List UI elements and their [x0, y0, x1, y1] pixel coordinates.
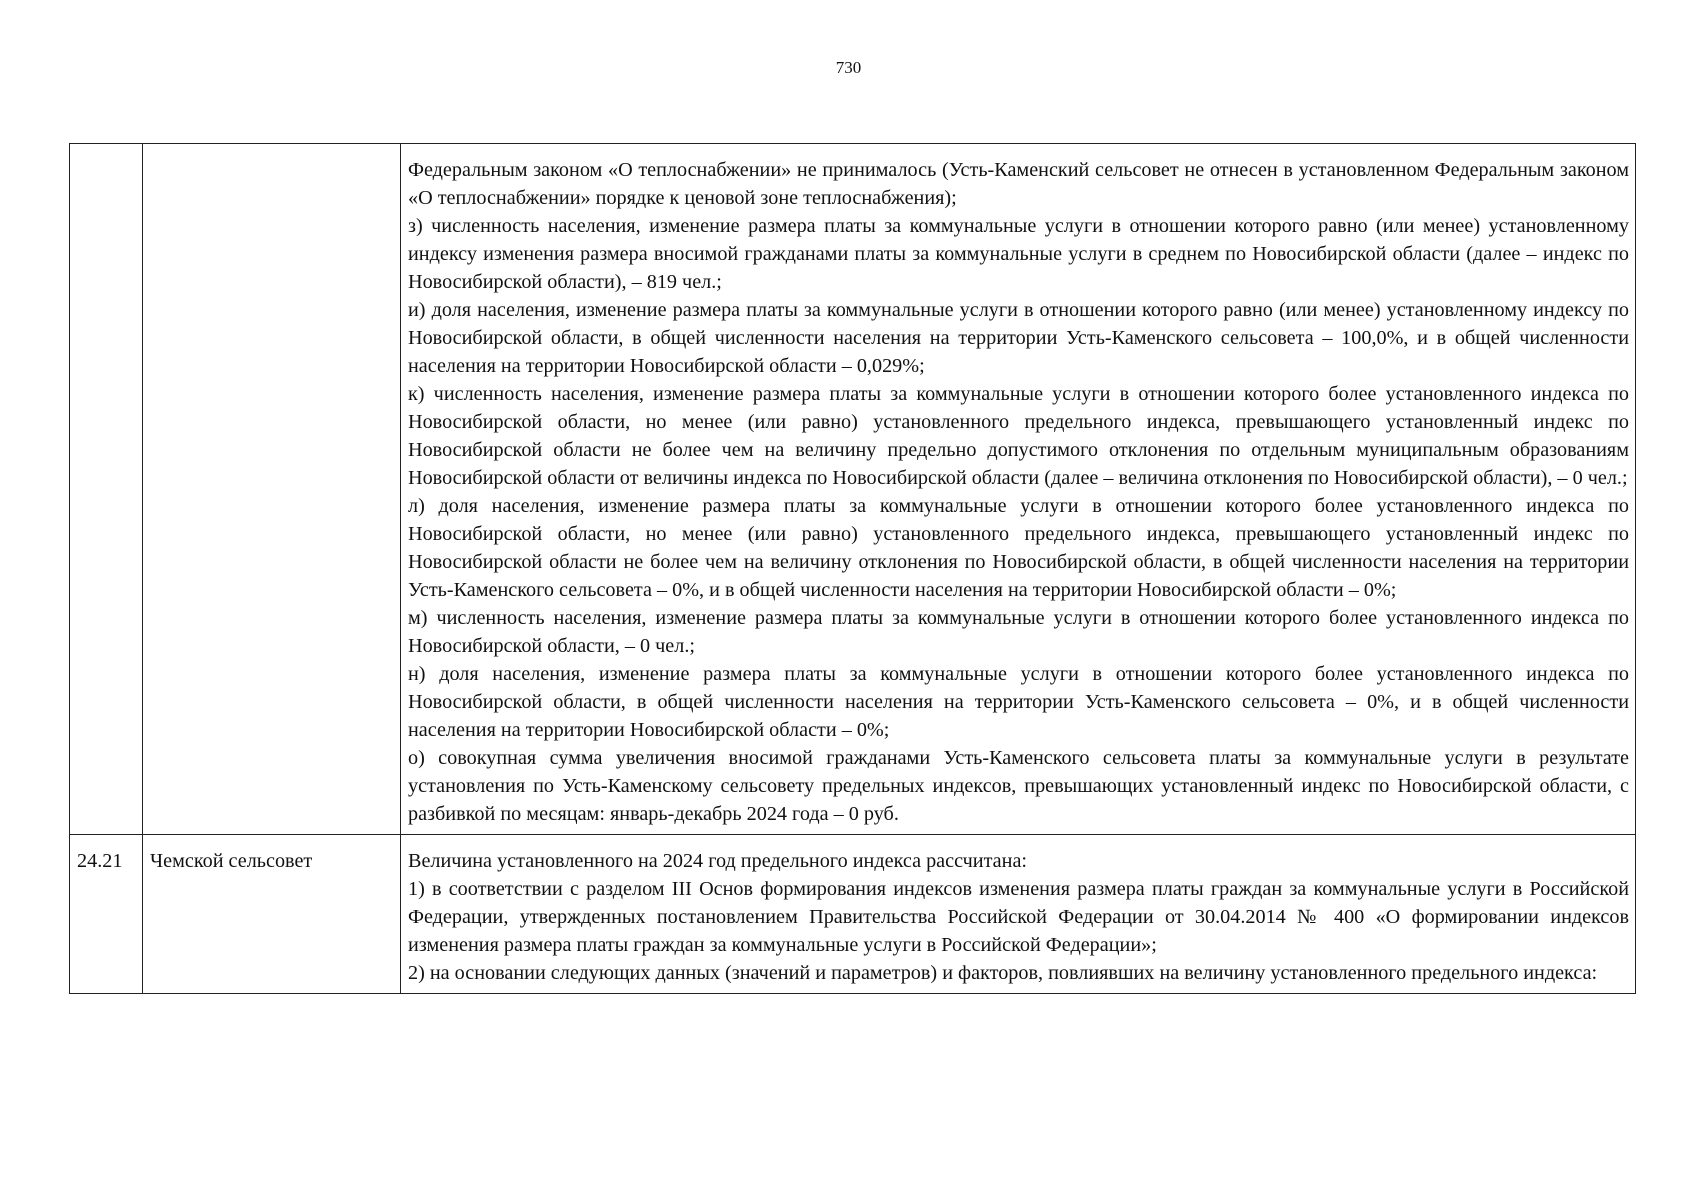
table-row — [70, 835, 1636, 994]
paragraph: з) численность населения, изменение размера платы за коммунальные услуги в отношении которого равно (или менее) установленному индексу изменения размера вносимой гражданами платы за коммунальные услуги в среднем по Новосибирской области (далее – индекс по Новосибирской области), – 819 чел.; — [408, 215, 1629, 293]
paragraph: Федеральным законом «О теплоснабжении» не принималось (Усть-Каменский сельсовет не отнесен в установленном Федеральным законом «О теплоснабжении» порядке к ценовой зоне теплоснабжения); — [408, 159, 1629, 209]
row-number-cell — [70, 144, 143, 835]
municipality-name-cell: Чемской сельсовет — [143, 835, 401, 994]
row-number-cell: 24.21 — [70, 835, 143, 994]
paragraph: к) численность населения, изменение размера платы за коммунальные услуги в отношении которого более установленного индекса по Новосибирской области, но менее (или равно) установленного предельного индекса, превышающего установленный индекс по Новосибирской области не более чем на величину предельно допустимого отклонения по отдельным муниципальным образованиям Новосибирской области от величины индекса по Новосибирской области (далее – величина отклонения по Новосибирской области), – 0 чел.; — [408, 383, 1629, 489]
paragraph: 2) на основании следующих данных (значений и параметров) и факторов, повлиявших на величину установленного предельного индекса: — [408, 962, 1598, 984]
description-cell — [401, 144, 1636, 835]
paragraph: 1) в соответствии с разделом III Основ формирования индексов изменения размера платы граждан за коммунальные услуги в Российской Федерации, утвержденных постановлением Правительства Российской Федерации от 30.04.2014 № 400 «О формировании индексов изменения размера платы граждан за коммунальные услуги в Российской Федерации»; — [408, 878, 1629, 956]
paragraph: л) доля населения, изменение размера платы за коммунальные услуги в отношении которого более установленного индекса по Новосибирской области, но менее (или равно) установленного предельного индекса, превышающего установленный индекс по Новосибирской области не более чем на величину отклонения по Новосибирской области, в общей численности населения на территории Усть-Каменского сельсовета – 0%, и в общей численности населения на территории Новосибирской области – 0%; — [408, 495, 1629, 601]
table-row — [70, 144, 1636, 835]
paragraph: Величина установленного на 2024 год предельного индекса рассчитана: — [408, 850, 1028, 872]
paragraph: м) численность населения, изменение размера платы за коммунальные услуги в отношении которого более установленного индекса по Новосибирской области, – 0 чел.; — [408, 607, 1629, 657]
municipality-name-cell — [143, 144, 401, 835]
document-table — [69, 143, 1636, 994]
paragraph: и) доля населения, изменение размера платы за коммунальные услуги в отношении которого равно (или менее) установленному индексу по Новосибирской области, в общей численности населения на территории Усть-Каменского сельсовета – 100,0%, и в общей численности населения на территории Новосибирской области – 0,029%; — [408, 299, 1629, 377]
page-number: 730 — [835, 58, 862, 77]
paragraph: н) доля населения, изменение размера платы за коммунальные услуги в отношении которого более установленного индекса по Новосибирской области, в общей численности населения на территории Усть-Каменского сельсовета – 0%, и в общей численности населения на территории Новосибирской области – 0%; — [408, 663, 1629, 741]
paragraph: о) совокупная сумма увеличения вносимой гражданами Усть-Каменского сельсовета платы за коммунальные услуги в результате установления по Усть-Каменскому сельсовету предельных индексов, превышающих установленный индекс по Новосибирской области, с разбивкой по месяцам: январь-декабрь 2024 года – 0 руб. — [408, 747, 1629, 825]
description-cell — [401, 835, 1636, 994]
